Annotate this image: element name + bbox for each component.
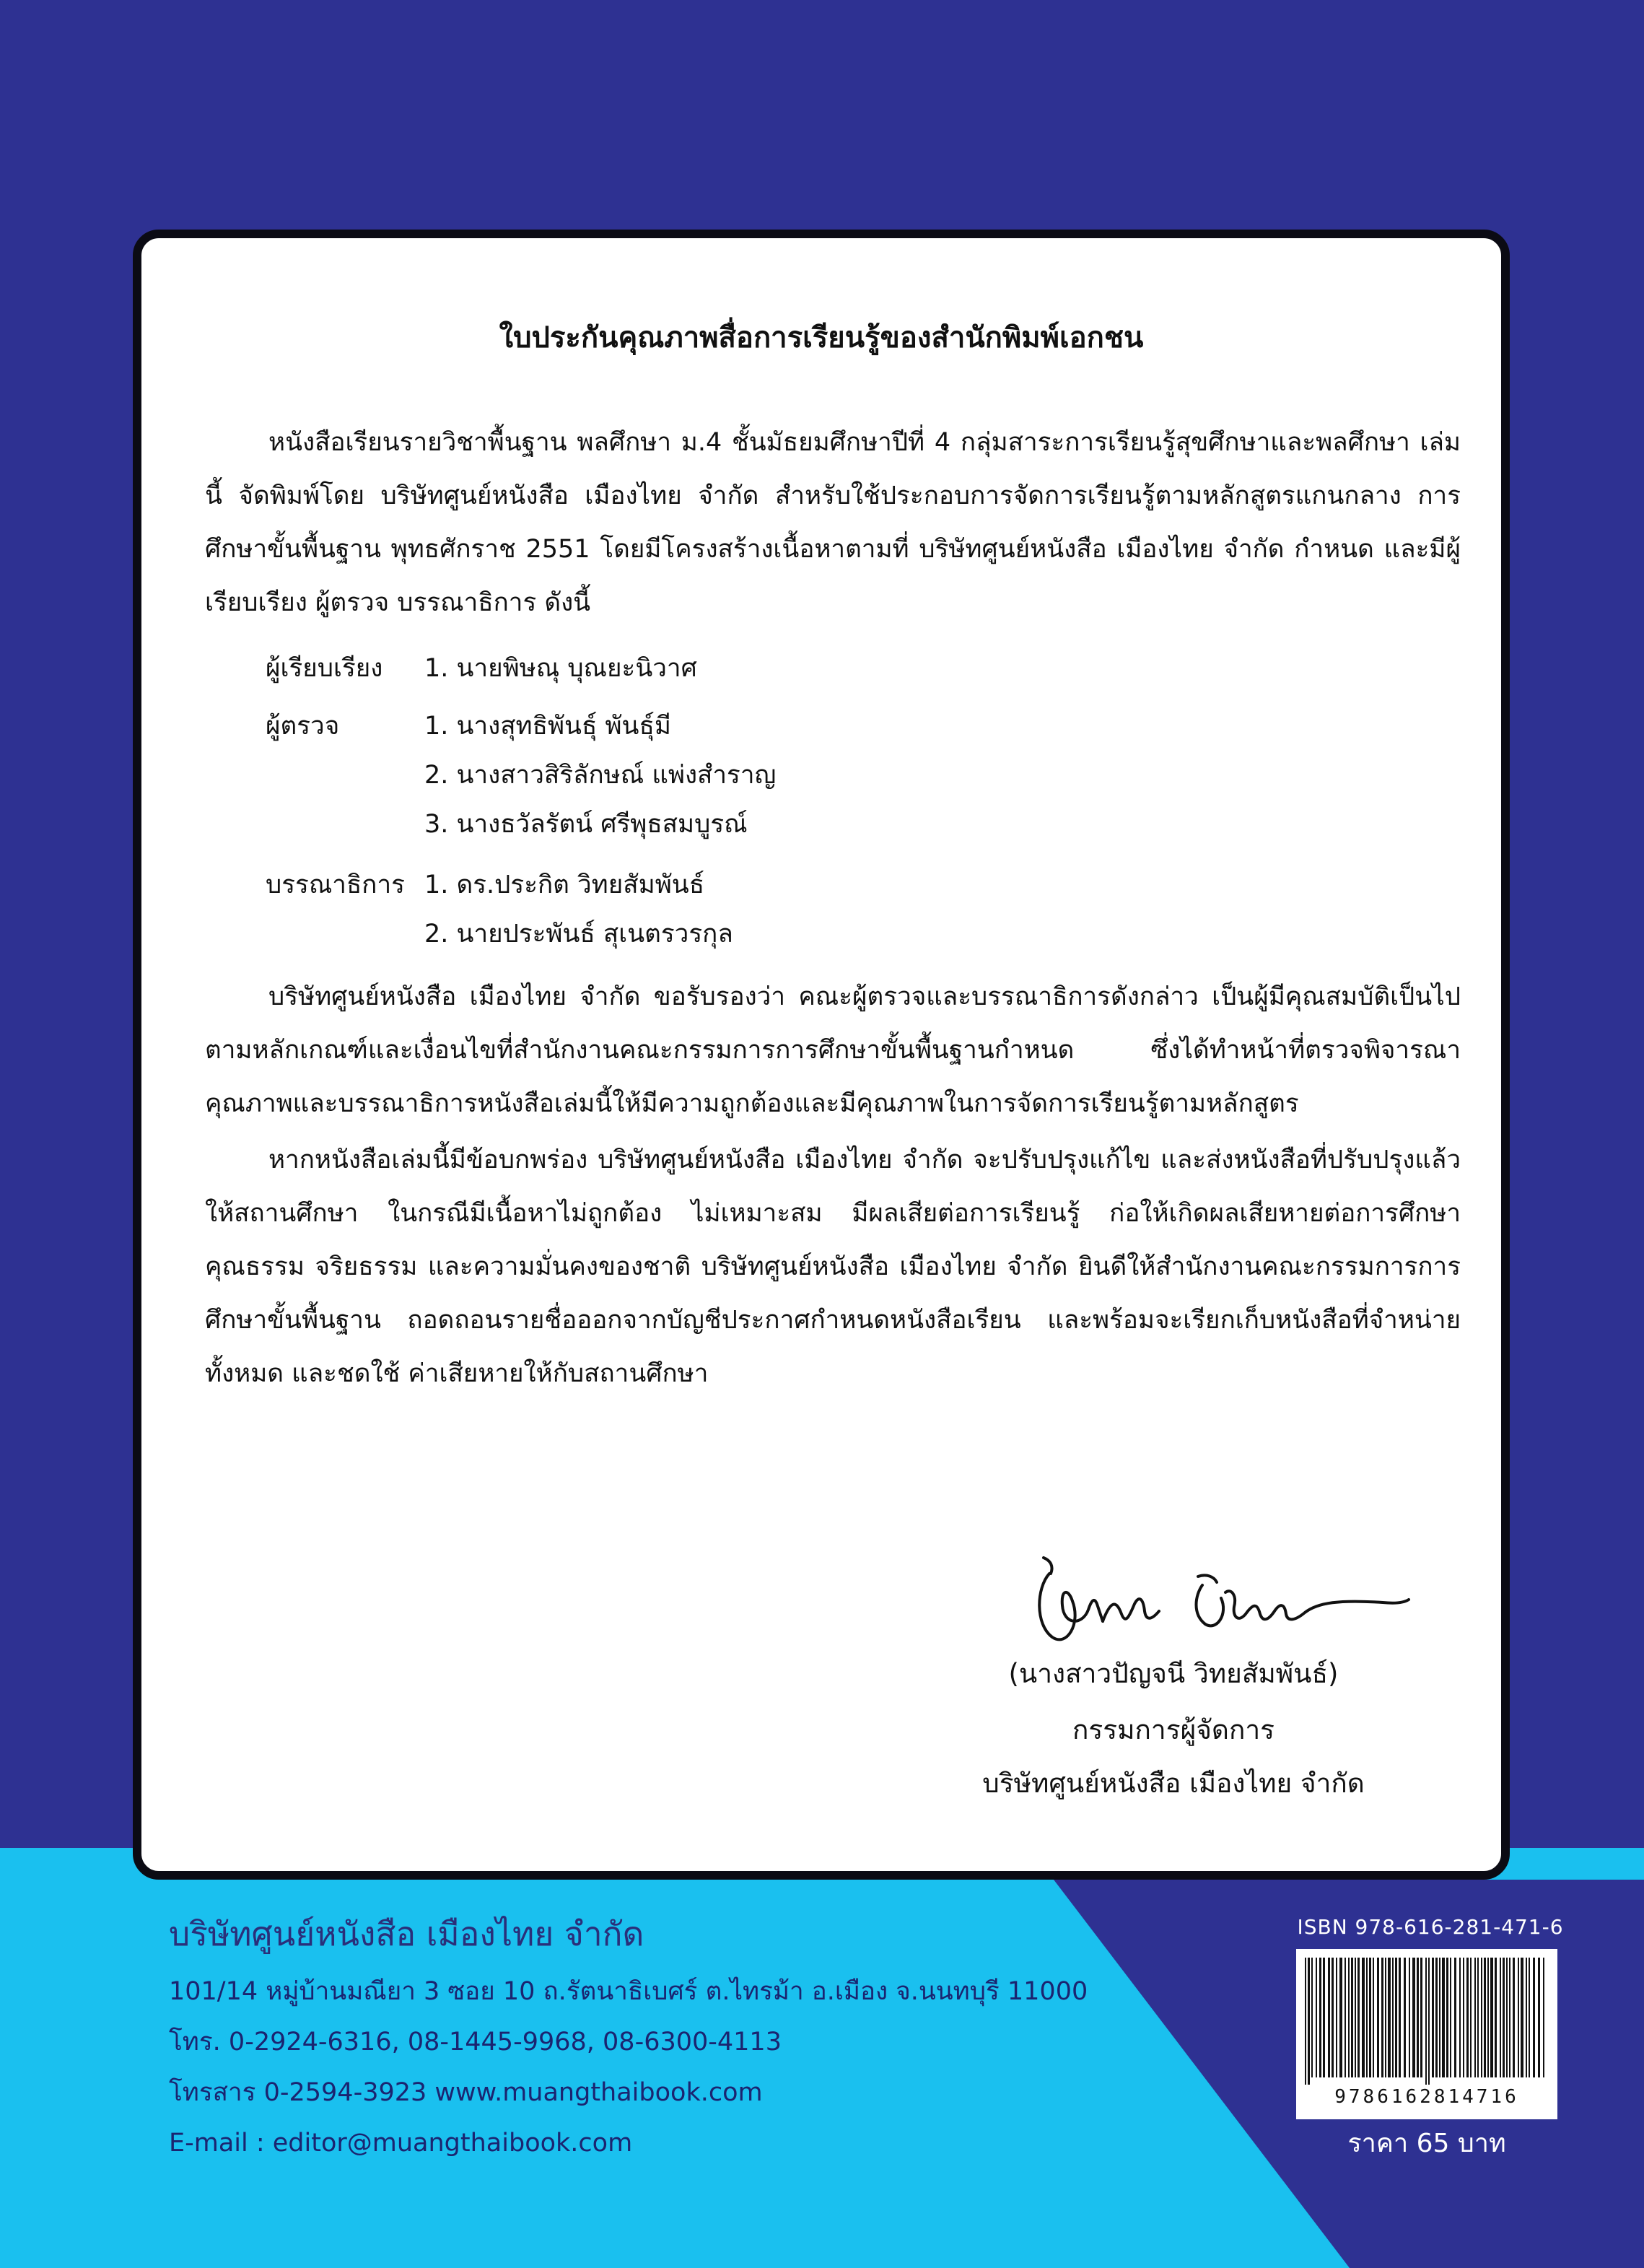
guarantee-paragraph: หากหนังสือเล่มนี้มีข้อบกพร่อง บริษัทศูนย์หนังสือ เมืองไทย จำกัด จะปรับปรุงแก้ไข และส่งหนังสือที่ปรับปรุงแล้ว ให้สถานศึกษา ในกรณีมีเนื้อหาไม่ถูกต้อง ไม่เหมาะสม มีผลเสียต่อการเรียนรู้ ก่อให้เกิดผลเสียหายต่อการศึกษา คุณธรรม จริยธรรม และความมั่นคงของชาติ บริษัทศูนย์หนังสือ เมืองไทย จำกัด ยินดีให้สำนักงานคณะกรรมการการศึกษาขั้นพื้นฐาน ถอดถอนรายชื่อออกจากบัญชีประกาศกำหนดหนังสือเรียน และพร้อมจะเรียกเก็บหนังสือที่จำหน่ายทั้งหมด และชดใช้ ค่าเสียหายให้กับสถานศึกษา (205, 1146, 1461, 1388)
barcode-bar (1442, 1958, 1445, 2077)
barcode-bar (1417, 1958, 1419, 2077)
barcode-bar (1328, 1958, 1330, 2077)
publisher-phone: โทร. 0-2924-6316, 08-1445-9968, 08-6300-4113 (169, 2028, 782, 2057)
barcode-bar (1526, 1958, 1527, 2077)
barcode-bar (1463, 1958, 1464, 2077)
publisher-name: บริษัทศูนย์หนังสือ เมืองไทย จำกัด (169, 1914, 644, 1953)
barcode-bar (1409, 1958, 1410, 2077)
barcode-bar (1487, 1958, 1489, 2077)
barcode-bar (1503, 1958, 1505, 2077)
signer-company: บริษัทศูนย์หนังสือ เมืองไทย จำกัด (982, 1768, 1365, 1799)
barcode-bar (1454, 1958, 1456, 2077)
barcode-bar (1392, 1958, 1394, 2077)
barcode-bar (1366, 1958, 1368, 2077)
barcode-bar (1339, 1958, 1342, 2077)
publisher-email: E-mail : editor@muangthaibook.com (169, 2129, 633, 2158)
barcode-bar (1428, 1958, 1430, 2085)
handwritten-signature (1022, 1545, 1412, 1667)
barcode-bar (1538, 1958, 1540, 2077)
barcode-bar (1495, 1958, 1497, 2077)
barcode-bar (1477, 1958, 1479, 2077)
barcode-bar (1474, 1958, 1476, 2077)
reviewer-name: 3. นางธวัลรัตน์ ศรีพุธสมบูรณ์ (424, 810, 748, 839)
barcode-bar (1316, 1958, 1317, 2077)
barcode-bar (1490, 1958, 1493, 2077)
barcode-bar (1369, 1958, 1371, 2077)
intro-paragraph: หนังสือเรียนรายวิชาพื้นฐาน พลศึกษา ม.4 ชั้นมัธยมศึกษาปีที่ 4 กลุ่มสาระการเรียนรู้สุขศึกษาและพลศึกษา เล่มนี้ จัดพิมพ์โดย บริษัทศูนย์หนังสือ เมืองไทย จำกัด สำหรับใช้ประกอบการจัดการเรียนรู้ตามหลักสูตรแกนกลาง การศึกษาขั้นพื้นฐาน พุทธศักราช 2551 โดยมีโครงสร้างเนื้อหาตามที่ บริษัทศูนย์หนังสือ เมืองไทย จำกัด กำหนด และมีผู้เรียบเรียง ผู้ตรวจ บรรณาธิการ ดังนี้ (205, 428, 1461, 617)
barcode-bar (1450, 1958, 1451, 2077)
barcode-bar (1481, 1958, 1482, 2077)
barcode-bar (1506, 1958, 1508, 2077)
signer-name: (นางสาวปัญจนี วิทยสัมพันธ์) (1008, 1658, 1339, 1689)
barcode-bar (1385, 1958, 1386, 2077)
barcode-bar (1357, 1958, 1360, 2077)
barcode-bar (1351, 1958, 1353, 2077)
price-label: ราคา 65 บาท (1347, 2129, 1506, 2158)
barcode-bar (1543, 1958, 1544, 2077)
barcode-bar (1345, 1958, 1346, 2077)
writer-name: 1. นายพิษณุ บุณยะนิวาศ (424, 654, 697, 683)
reviewer-name: 1. นางสุทธิพันธุ์ พันธุ์มี (424, 712, 671, 741)
barcode-bar (1399, 1958, 1401, 2077)
quality-certificate (133, 230, 1510, 1880)
barcode-bar (1323, 1958, 1325, 2077)
barcode-bar (1484, 1958, 1486, 2077)
reviewer-name: 2. นางสาวสิริลักษณ์ แพ่งสำราญ (424, 761, 777, 790)
publisher-fax-web: โทรสาร 0-2594-3923 www.muangthaibook.com (169, 2078, 763, 2107)
barcode-bar (1518, 1958, 1519, 2077)
barcode-bar (1513, 1958, 1515, 2077)
barcode-bar (1332, 1958, 1334, 2077)
isbn-barcode (1296, 1949, 1557, 2119)
signer-title: กรรมการผู้จัดการ (1072, 1714, 1275, 1745)
barcode-bar (1404, 1958, 1406, 2077)
barcode-bar (1521, 1958, 1523, 2077)
barcode-bar (1308, 1958, 1310, 2085)
barcode-bar (1355, 1958, 1356, 2077)
barcode-digits: 9786162814716 (1334, 2086, 1519, 2108)
writer-label: ผู้เรียบเรียง (266, 654, 383, 683)
barcode-bar (1500, 1958, 1501, 2077)
barcode-bars (1302, 1958, 1552, 2085)
barcode-bar (1470, 1958, 1472, 2077)
editor-name: 1. ดร.ประกิต วิทยสัมพันธ์ (424, 871, 705, 899)
barcode-bar (1348, 1958, 1350, 2077)
barcode-bar (1373, 1958, 1374, 2077)
publisher-address: 101/14 หมู่บ้านมณียา 3 ซอย 10 ถ.รัตนาธิเบศร์ ต.ไทรม้า อ.เมือง จ.นนทบุรี 11000 (169, 1977, 1088, 2006)
barcode-bar (1425, 1958, 1427, 2085)
reviewer-label: ผู้ตรวจ (266, 712, 340, 741)
editor-name: 2. นายประพันธ์ สุเนตรวรกุล (424, 920, 733, 948)
barcode-bar (1420, 1958, 1422, 2077)
barcode-bar (1319, 1958, 1321, 2077)
barcode-bar (1362, 1958, 1365, 2077)
barcode-bar (1388, 1958, 1391, 2077)
barcode-bar (1459, 1958, 1461, 2077)
barcode-bar (1533, 1958, 1535, 2077)
barcode-bar (1446, 1958, 1448, 2077)
barcode-bar (1435, 1958, 1438, 2077)
barcode-bar (1336, 1958, 1337, 2077)
barcode-bar (1305, 1958, 1306, 2085)
editor-label: บรรณาธิการ (266, 871, 405, 899)
barcode-bar (1466, 1958, 1469, 2077)
barcode-bar (1377, 1958, 1379, 2077)
isbn-label: ISBN 978-616-281-471-6 (1297, 1915, 1564, 1939)
barcode-bar (1439, 1958, 1440, 2077)
barcode-bar (1529, 1958, 1530, 2077)
barcode-bar (1432, 1958, 1434, 2077)
barcode-bar (1311, 1958, 1313, 2077)
certificate-title: ใบประกันคุณภาพสื่อการเรียนรู้ของสำนักพิมพ์เอกชน (499, 321, 1144, 354)
barcode-bar (1381, 1958, 1383, 2077)
barcode-bar (1395, 1958, 1397, 2077)
certify-paragraph: บริษัทศูนย์หนังสือ เมืองไทย จำกัด ขอรับรองว่า คณะผู้ตรวจและบรรณาธิการดังกล่าว เป็นผู้มีคุณสมบัติเป็นไปตามหลักเกณฑ์และเงื่อนไขที่สำนักงานคณะกรรมการการศึกษาขั้นพื้นฐานกำหนด ซึ่งได้ทำหน้าที่ตรวจพิจารณาคุณภาพและบรรณาธิการหนังสือเล่มนี้ให้มีความถูกต้องและมีคุณภาพในการจัดการเรียนรู้ตามหลักสูตร (205, 982, 1461, 1118)
barcode-bar (1509, 1958, 1510, 2077)
barcode-bar (1412, 1958, 1415, 2077)
